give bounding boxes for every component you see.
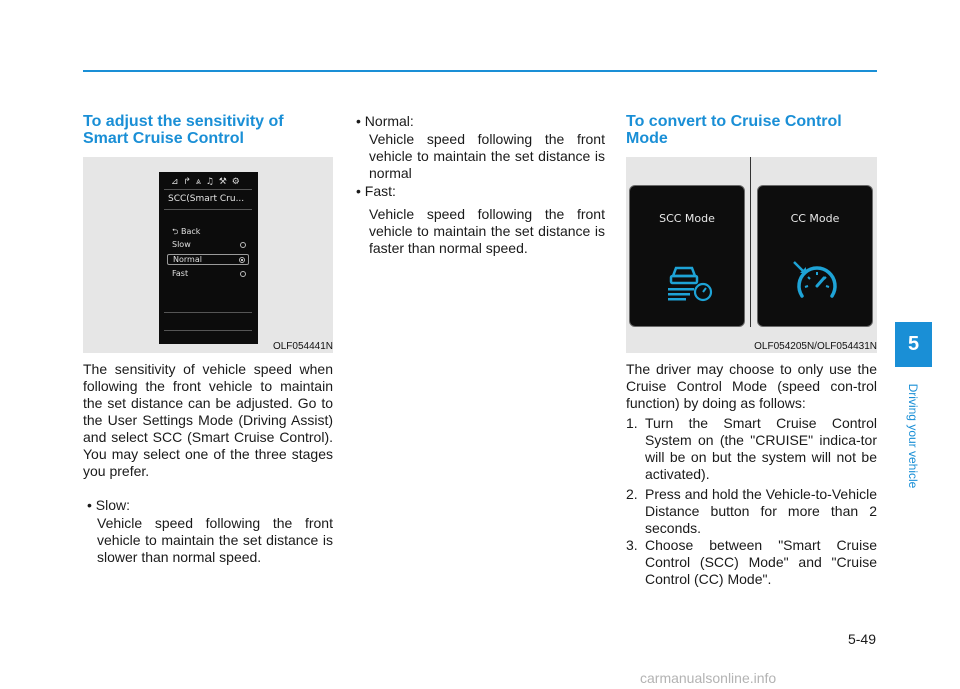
- menu-item-fast[interactable]: [167, 269, 249, 280]
- gear-icon: ⚙: [231, 177, 241, 187]
- cc-mode-label: CC Mode: [790, 212, 840, 225]
- figure-caption: OLF054441N: [272, 341, 333, 352]
- step-text: Press and hold the Vehicle-to-Vehicle Distance button for more than 2 seconds.: [645, 486, 877, 536]
- step-item: [626, 415, 877, 483]
- screen-title: SCC(Smart Cru...: [168, 194, 245, 204]
- chapter-label: [903, 376, 923, 496]
- radio-button-selected[interactable]: [239, 257, 245, 263]
- bullet-slow-heading: • Slow:: [87, 497, 131, 513]
- cc-speedometer-icon: [790, 256, 842, 306]
- step-text: Turn the Smart Cruise Control System on (the "CRUISE" indica-tor will be on but the system will not be activated).: [645, 415, 877, 482]
- radio-button[interactable]: [240, 242, 246, 248]
- step-item: [626, 486, 877, 537]
- step-number: 3.: [626, 537, 638, 553]
- bullet-fast-heading: • Fast:: [356, 183, 396, 199]
- settings-icon-row: [171, 177, 241, 187]
- scc-mode-panel: [629, 185, 745, 327]
- divider: [164, 312, 252, 313]
- chapter-label-text: Driving your vehicle: [906, 383, 920, 489]
- header-rule: [83, 70, 877, 72]
- route-icon: ↱: [183, 177, 192, 187]
- bullet-fast-body: Vehicle speed following the front vehicle to maintain the set distance is faster than normal speed.: [369, 206, 605, 256]
- menu-item-label: Fast: [172, 269, 189, 278]
- figure-caption: OLF054205N/OLF054431N: [754, 341, 877, 352]
- body-paragraph: The driver may choose to only use the Cruise Control Mode (speed con-trol function) by doing as follows:: [626, 361, 877, 411]
- wrench-icon: ⚒: [218, 177, 228, 187]
- divider: [164, 330, 252, 331]
- radio-button[interactable]: [240, 271, 246, 277]
- menu-item-slow[interactable]: [167, 240, 249, 251]
- heading-line: To adjust the sensitivity of: [83, 113, 284, 130]
- menu-item-label: Slow: [172, 240, 191, 249]
- figure-mode-panels: [626, 157, 877, 353]
- watermark[interactable]: carmanualsonline.info: [640, 670, 777, 686]
- heading-line: To convert to Cruise Control: [626, 113, 842, 130]
- divider: [164, 189, 252, 190]
- chapter-tab[interactable]: [895, 322, 932, 367]
- section-heading-convert: [626, 113, 877, 147]
- seat-icon: ⊿: [171, 177, 180, 187]
- figure-divider: [750, 157, 751, 327]
- divider: [164, 209, 252, 210]
- bullet-normal-body: Vehicle speed following the front vehicle to maintain the set distance is normal: [369, 131, 605, 181]
- menu-item-normal[interactable]: [167, 254, 249, 265]
- bullet-normal-heading: • Normal:: [356, 113, 414, 129]
- scc-car-speedometer-icon: [666, 260, 714, 302]
- menu-item-back[interactable]: [167, 226, 249, 237]
- heading-line: Smart Cruise Control: [83, 130, 244, 147]
- section-heading-sensitivity: [83, 113, 333, 147]
- page-number: 5-49: [847, 631, 876, 647]
- step-number: 2.: [626, 486, 638, 502]
- settings-screen: [159, 172, 258, 344]
- step-number: 1.: [626, 415, 638, 431]
- scc-mode-label: SCC Mode: [659, 212, 715, 225]
- chapter-number: 5: [907, 333, 920, 355]
- step-item: [626, 537, 877, 588]
- cc-mode-panel: [757, 185, 873, 327]
- body-paragraph: The sensitivity of vehicle speed when following the front vehicle to maintain the set distance can be adjusted. Go to the User Settings Mode (Driving Assist) and select SCC (Smart Cruise Control). You may select one of the three stages you prefer.: [83, 361, 333, 479]
- figure-user-settings-screen: [83, 157, 333, 353]
- bullet-slow-body: Vehicle speed following the front vehicle to maintain the set distance is slower than normal speed.: [97, 515, 333, 565]
- heading-line: Mode: [626, 130, 668, 147]
- menu-item-label: Normal: [173, 255, 202, 264]
- menu-item-label: ⮌ Back: [172, 227, 201, 236]
- road-icon: ⩓: [195, 177, 202, 187]
- music-icon: ♫: [205, 177, 215, 187]
- step-text: Choose between "Smart Cruise Control (SCC) Mode" and "Cruise Control (CC) Mode".: [645, 537, 877, 587]
